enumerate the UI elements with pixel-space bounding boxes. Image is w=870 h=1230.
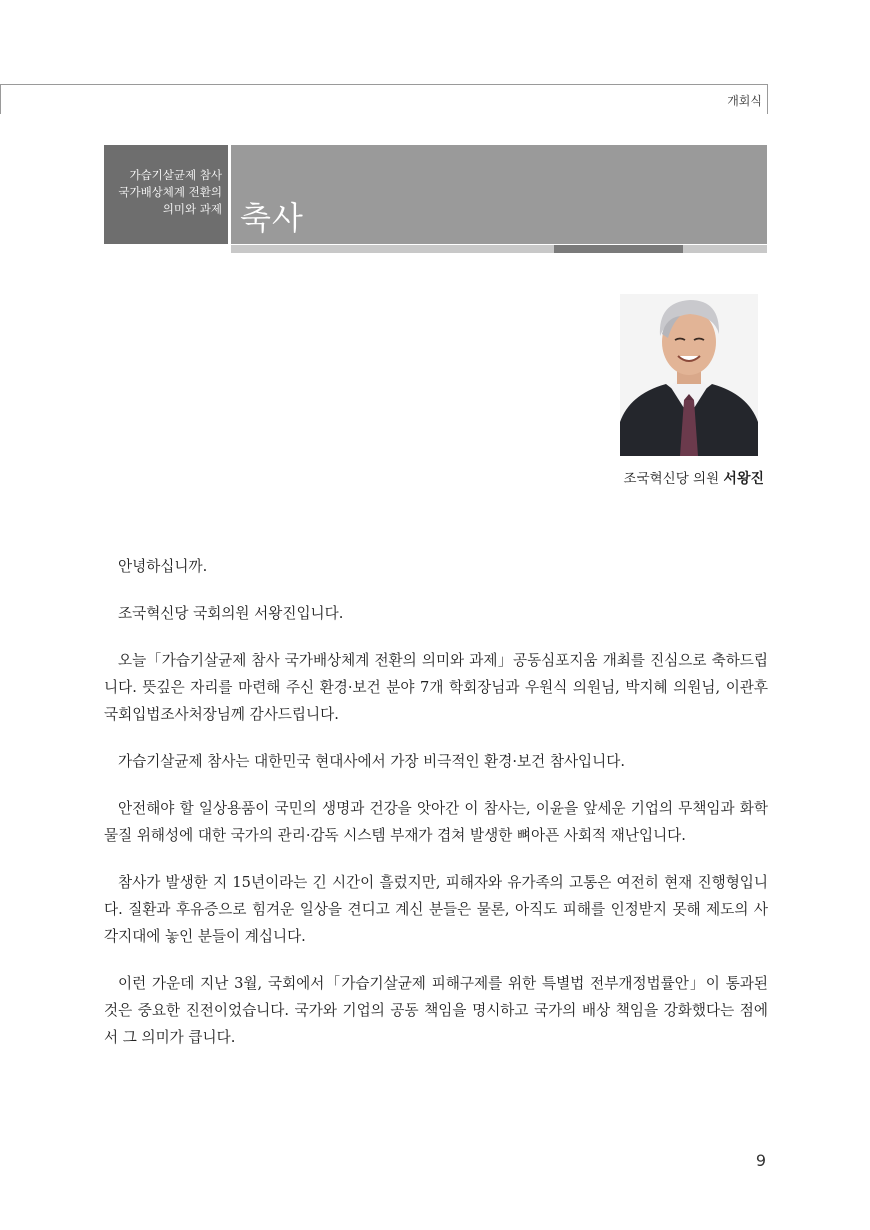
speaker-name: 서왕진 bbox=[723, 471, 764, 487]
paragraph-4: 가습기살균제 참사는 대한민국 현대사에서 가장 비극적인 환경·보건 참사입니다. bbox=[118, 753, 625, 770]
paragraph-7: 이런 가운데 지난 3월, 국회에서「가습기살균제 피해구제를 위한 특별법 전부개정법률안」이 통과된 것은 중요한 진전이었습니다. 국가와 기업의 공동 책임을 명시하고 국가의 배상 책임을 강화했다는 점에서 그 의미가 큽니다. bbox=[104, 975, 768, 1046]
paragraph-2: 조국혁신당 국회의원 서왕진입니다. bbox=[118, 605, 344, 622]
banner-subtitle-line-2: 국가배상체계 전환의 bbox=[118, 185, 222, 199]
speech-body bbox=[104, 553, 768, 1071]
banner-subtitle bbox=[118, 167, 222, 218]
header-left-tick bbox=[0, 84, 1, 114]
banner-title-block bbox=[231, 145, 767, 244]
page-number: 9 bbox=[755, 1151, 766, 1170]
speaker-caption bbox=[624, 467, 764, 488]
page-title: 축사 bbox=[240, 199, 304, 237]
paragraph-6: 참사가 발생한 지 15년이라는 긴 시간이 흘렀지만, 피해자와 유가족의 고통은 여전히 현재 진행형입니다. 질환과 후유증으로 힘겨운 일상을 견디고 계신 분들은 물론, 아직도 피해를 인정받지 못해 제도의 사각지대에 놓인 분들이 계십니다. bbox=[104, 874, 768, 945]
speaker-portrait bbox=[620, 294, 758, 456]
banner-subtitle-block bbox=[104, 145, 228, 244]
banner-underline-light bbox=[231, 245, 554, 253]
paragraph-3: 오늘「가습기살균제 참사 국가배상체계 전환의 의미와 과제」공동심포지움 개최를 진심으로 축하드립니다. 뜻깊은 자리를 마련해 주신 환경·보건 분야 7개 학회장님과 우원식 의원님, 박지혜 의원님, 이관후 국회입법조사처장님께 감사드립니다. bbox=[104, 652, 768, 723]
banner-subtitle-line-3: 의미와 과제 bbox=[162, 202, 222, 216]
paragraph-1: 안녕하십니까. bbox=[118, 558, 208, 575]
speaker-portrait-image bbox=[620, 294, 758, 456]
header-rule bbox=[0, 84, 768, 85]
header-right-tick bbox=[767, 84, 768, 114]
banner-subtitle-line-1: 가습기살균제 참사 bbox=[129, 168, 222, 182]
paragraph-5: 안전해야 할 일상용품이 국민의 생명과 건강을 앗아간 이 참사는, 이윤을 앞세운 기업의 무책임과 화학물질 위해성에 대한 국가의 관리·감독 시스템 부재가 겹쳐 발생한 뼈아픈 사회적 재난입니다. bbox=[104, 800, 768, 844]
section-label: 개회식 bbox=[727, 94, 762, 108]
banner-underline-light-end bbox=[683, 245, 767, 253]
banner-underline-dark bbox=[554, 245, 683, 253]
speaker-affiliation: 조국혁신당 의원 bbox=[623, 471, 720, 487]
